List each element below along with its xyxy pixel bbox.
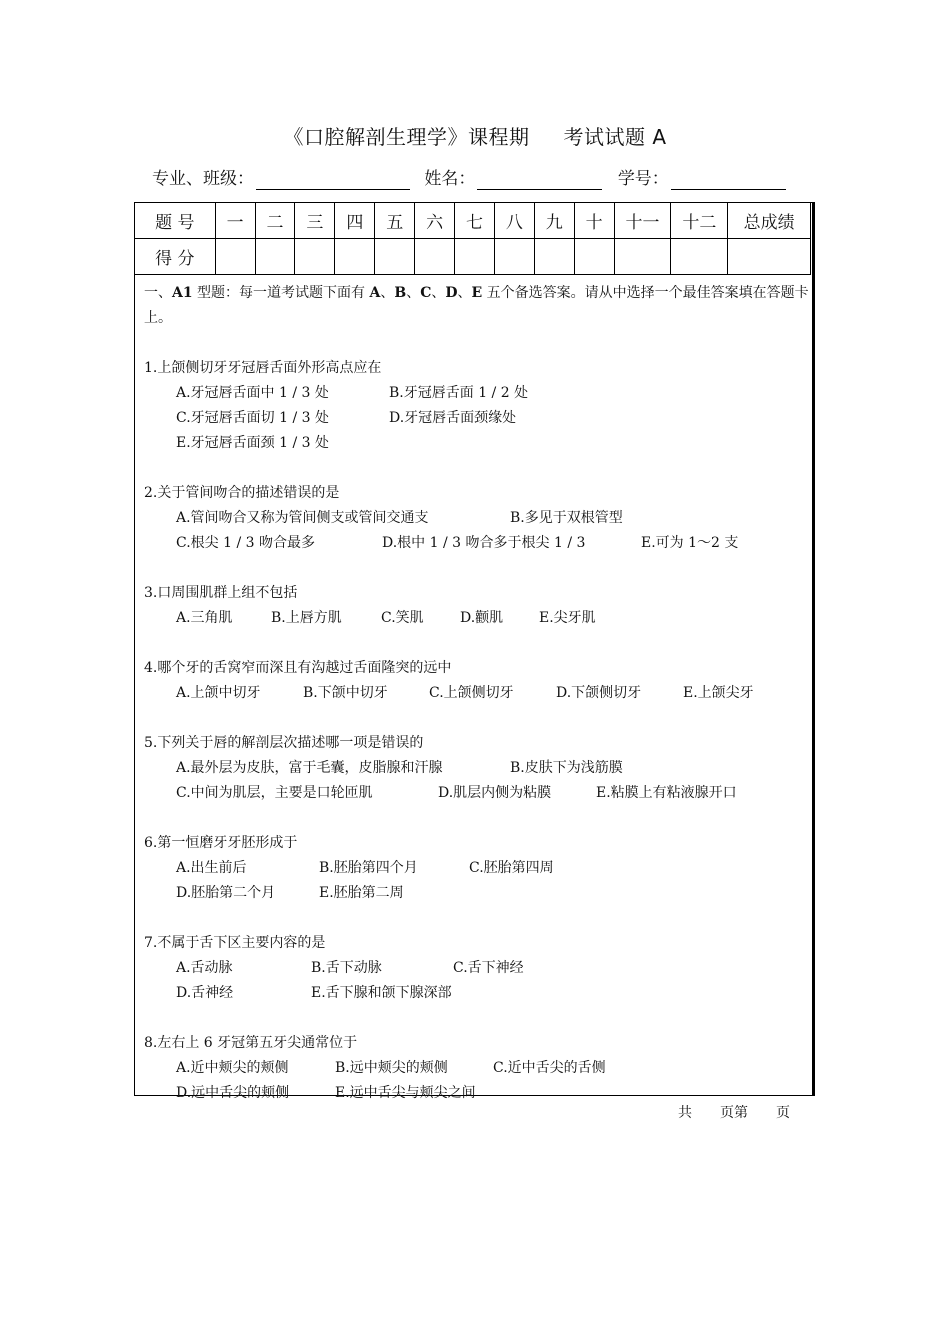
section-instructions: 一、A1 型题：每一道考试题下面有 A、B、C、D、E 五个备选答案。请从中选择一个最佳答案填在答题卡上。 bbox=[144, 285, 809, 326]
option[interactable]: C.笑肌 bbox=[381, 610, 424, 626]
score-cell[interactable] bbox=[614, 239, 671, 275]
option[interactable]: D.舌神经 bbox=[176, 985, 234, 1001]
option[interactable]: B.舌下动脉 bbox=[311, 960, 382, 976]
option[interactable]: B.下颌中切牙 bbox=[303, 685, 388, 701]
option[interactable]: D.下颌侧切牙 bbox=[556, 685, 642, 701]
option[interactable]: E.粘膜上有粘液腺开口 bbox=[596, 785, 737, 801]
option-line bbox=[144, 781, 810, 806]
option-line bbox=[144, 431, 810, 456]
exam-title bbox=[0, 121, 950, 150]
option[interactable]: D.肌层内侧为粘膜 bbox=[438, 785, 552, 801]
score-cell[interactable] bbox=[255, 239, 295, 275]
option[interactable]: E.牙冠唇舌面颈 1 / 3 处 bbox=[176, 435, 330, 451]
option-line bbox=[144, 856, 810, 881]
score-cell[interactable] bbox=[335, 239, 375, 275]
option[interactable]: C.舌下神经 bbox=[453, 960, 524, 976]
option-line bbox=[144, 756, 810, 781]
option-line bbox=[144, 531, 810, 556]
option[interactable]: B.多见于双根管型 bbox=[510, 510, 623, 526]
option[interactable]: A.牙冠唇舌面中 1 / 3 处 bbox=[176, 385, 329, 401]
option[interactable]: D.根中 1 / 3 吻合多于根尖 1 / 3 bbox=[382, 535, 586, 551]
option[interactable]: A.最外层为皮肤，富于毛囊，皮脂腺和汗腺 bbox=[176, 760, 443, 776]
option[interactable]: A.出生前后 bbox=[176, 860, 247, 876]
score-cell[interactable] bbox=[295, 239, 335, 275]
option-line bbox=[144, 981, 810, 1006]
col-4: 四 bbox=[335, 203, 375, 239]
question-stem: 8.左右上 6 牙冠第五牙尖通常位于 bbox=[144, 1035, 358, 1051]
col-1: 一 bbox=[215, 203, 255, 239]
name-label: 姓名： bbox=[424, 169, 476, 189]
col-11: 十一 bbox=[614, 203, 671, 239]
option[interactable]: B.牙冠唇舌面 1 / 2 处 bbox=[389, 385, 529, 401]
col-total: 总成绩 bbox=[728, 203, 811, 239]
option[interactable]: B.上唇方肌 bbox=[271, 610, 342, 626]
option[interactable]: E.可为 1～2 支 bbox=[641, 535, 739, 551]
score-table-score-row bbox=[135, 239, 811, 275]
question-stem: 2.关于管间吻合的描述错误的是 bbox=[144, 485, 340, 501]
option[interactable]: C.上颌侧切牙 bbox=[429, 685, 514, 701]
question-stem: 1.上颌侧切牙牙冠唇舌面外形高点应在 bbox=[144, 360, 382, 376]
option[interactable]: C.近中舌尖的舌侧 bbox=[493, 1060, 606, 1076]
option[interactable]: E.尖牙肌 bbox=[539, 610, 596, 626]
option[interactable]: D.颧肌 bbox=[460, 610, 504, 626]
questions-content bbox=[144, 281, 810, 1106]
name-field[interactable] bbox=[477, 169, 602, 190]
option-line bbox=[144, 606, 810, 631]
score-cell[interactable] bbox=[574, 239, 614, 275]
option[interactable]: A.三角肌 bbox=[176, 610, 233, 626]
col-12: 十二 bbox=[671, 203, 728, 239]
option[interactable]: B.胚胎第四个月 bbox=[319, 860, 418, 876]
option[interactable]: C.根尖 1 / 3 吻合最多 bbox=[176, 535, 315, 551]
col-3: 三 bbox=[295, 203, 335, 239]
question-stem: 3.口周围肌群上组不包括 bbox=[144, 585, 298, 601]
col-8: 八 bbox=[494, 203, 534, 239]
option-line bbox=[144, 506, 810, 531]
option[interactable]: C.胚胎第四周 bbox=[469, 860, 554, 876]
option[interactable]: E.上颌尖牙 bbox=[683, 685, 754, 701]
page-footer: 共 页第 页 bbox=[678, 1105, 790, 1121]
option[interactable]: C.中间为肌层，主要是口轮匝肌 bbox=[176, 785, 373, 801]
col-6: 六 bbox=[415, 203, 455, 239]
student-id-label: 学号： bbox=[617, 169, 669, 189]
col-10: 十 bbox=[574, 203, 614, 239]
question-stem: 6.第一恒磨牙牙胚形成于 bbox=[144, 835, 298, 851]
score-cell[interactable] bbox=[455, 239, 495, 275]
option[interactable]: D.牙冠唇舌面颈缘处 bbox=[389, 410, 517, 426]
option-line bbox=[144, 881, 810, 906]
exam-title-part1: 《口腔解剖生理学》课程期 bbox=[283, 125, 530, 149]
score-cell[interactable] bbox=[415, 239, 455, 275]
major-class-field[interactable] bbox=[256, 169, 410, 190]
score-table bbox=[134, 202, 811, 275]
option[interactable]: C.牙冠唇舌面切 1 / 3 处 bbox=[176, 410, 329, 426]
option[interactable]: A.管间吻合又称为管间侧支或管间交通支 bbox=[176, 510, 429, 526]
total-score-cell[interactable] bbox=[728, 239, 811, 275]
question-stem: 4.哪个牙的舌窝窄而深且有沟越过舌面隆突的远中 bbox=[144, 660, 452, 676]
option[interactable]: D.胚胎第二个月 bbox=[176, 885, 276, 901]
option[interactable]: B.皮肤下为浅筋膜 bbox=[510, 760, 623, 776]
question-stem: 7.不属于舌下区主要内容的是 bbox=[144, 935, 326, 951]
score-table-header-row bbox=[135, 203, 811, 239]
option[interactable]: E.远中舌尖与颊尖之间 bbox=[335, 1085, 476, 1101]
option-line bbox=[144, 406, 810, 431]
score-header: 得 分 bbox=[135, 239, 216, 275]
student-id-field[interactable] bbox=[671, 169, 786, 190]
option[interactable]: A.舌动脉 bbox=[176, 960, 233, 976]
score-cell[interactable] bbox=[534, 239, 574, 275]
option[interactable]: E.舌下腺和颌下腺深部 bbox=[311, 985, 452, 1001]
question-number-header: 题 号 bbox=[135, 203, 216, 239]
option[interactable]: A.上颌中切牙 bbox=[176, 685, 261, 701]
exam-box bbox=[134, 202, 815, 1101]
col-2: 二 bbox=[255, 203, 295, 239]
option-line bbox=[144, 1056, 810, 1081]
option[interactable]: A.近中颊尖的颊侧 bbox=[176, 1060, 289, 1076]
col-9: 九 bbox=[534, 203, 574, 239]
col-5: 五 bbox=[375, 203, 415, 239]
col-7: 七 bbox=[455, 203, 495, 239]
question-stem: 5.下列关于唇的解剖层次描述哪一项是错误的 bbox=[144, 735, 424, 751]
option-line bbox=[144, 681, 810, 706]
score-cell[interactable] bbox=[494, 239, 534, 275]
score-cell[interactable] bbox=[375, 239, 415, 275]
option[interactable]: D.远中舌尖的颊侧 bbox=[176, 1085, 290, 1101]
option-line bbox=[144, 956, 810, 981]
exam-title-part2: 考试试题 A bbox=[563, 125, 667, 149]
major-class-label: 专业、班级： bbox=[152, 169, 254, 189]
option-line bbox=[144, 381, 810, 406]
student-info-row bbox=[152, 164, 786, 190]
score-cell[interactable] bbox=[671, 239, 728, 275]
option[interactable]: E.胚胎第二周 bbox=[319, 885, 404, 901]
option[interactable]: B.远中颊尖的颊侧 bbox=[335, 1060, 448, 1076]
score-cell[interactable] bbox=[215, 239, 255, 275]
